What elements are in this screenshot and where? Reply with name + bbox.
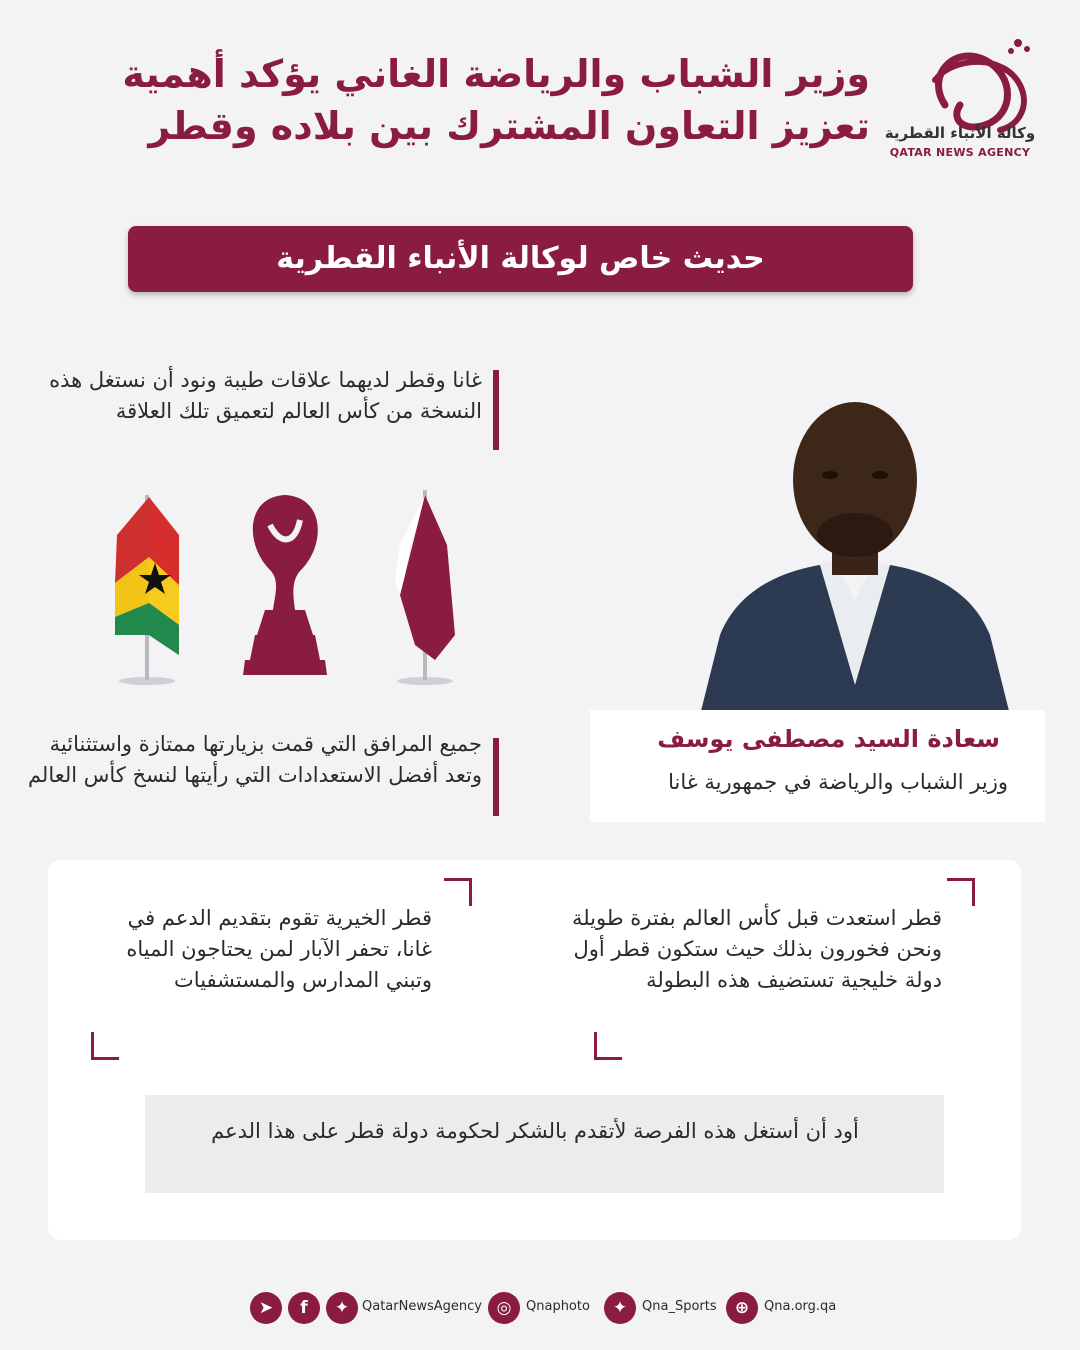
quote-bar bbox=[493, 738, 499, 816]
quote-bar bbox=[493, 370, 499, 450]
instagram-icon[interactable]: ◎ bbox=[488, 1292, 520, 1324]
twitter-icon[interactable]: ✦ bbox=[604, 1292, 636, 1324]
headline-line-2: تعزيز التعاون المشترك بين بلاده وقطر bbox=[148, 104, 870, 148]
logo-arabic-text: وكالة الأنباء القطرية bbox=[884, 124, 1036, 142]
quote-preparation: قطر استعدت قبل كأس العالم بفترة طويلة ونحن فخورون بذلك حيث ستكون قطر أول دولة خليجية تستضيف هذه البطولة bbox=[571, 906, 942, 992]
corner-bracket bbox=[594, 1032, 622, 1060]
qna-handle-link[interactable]: QatarNewsAgency bbox=[362, 1299, 482, 1314]
photo-handle-link[interactable]: Qnaphoto bbox=[526, 1299, 590, 1314]
quote-facilities: جميع المرافق التي قمت بزيارتها ممتازة واستثنائية وتعد أفضل الاستعدادات التي رأيتها لنسخ كأس العالم bbox=[27, 732, 482, 787]
interview-banner: حديث خاص لوكالة الأنباء القطرية bbox=[128, 226, 913, 292]
minister-name: سعادة السيد مصطفى يوسف bbox=[657, 725, 1000, 753]
minister-portrait bbox=[700, 385, 1010, 715]
quote-qatar-charity: قطر الخيرية تقوم بتقديم الدعم في غانا، تحفر الآبار لمن يحتاجون المياه وتبني المدارس والمستشفيات bbox=[126, 906, 432, 992]
quote-relations: غانا وقطر لديهما علاقات طيبة ونود أن نستغل هذه النسخة من كأس العالم لتعميق تلك العلاقة bbox=[49, 368, 482, 423]
minister-title: وزير الشباب والرياضة في جمهورية غانا bbox=[668, 770, 1008, 794]
facebook-icon[interactable]: f bbox=[288, 1292, 320, 1324]
corner-bracket bbox=[444, 878, 472, 906]
flags-trophy-illustration bbox=[95, 485, 475, 690]
twitter-icon[interactable]: ✦ bbox=[326, 1292, 358, 1324]
website-link[interactable]: Qna.org.qa bbox=[764, 1299, 837, 1314]
headline bbox=[110, 48, 870, 152]
corner-bracket bbox=[947, 878, 975, 906]
logo-english-text: QATAR NEWS AGENCY bbox=[889, 146, 1031, 159]
social-footer bbox=[250, 1290, 850, 1326]
qatar-flag-icon bbox=[395, 490, 455, 685]
corner-bracket bbox=[91, 1032, 119, 1060]
telegram-icon[interactable]: ➤ bbox=[250, 1292, 282, 1324]
headline-line-1: وزير الشباب والرياضة الغاني يؤكد أهمية bbox=[122, 52, 870, 96]
thanks-quote: أود أن أستغل هذه الفرصة لأتقدم بالشكر لحكومة دولة قطر على هذا الدعم bbox=[211, 1119, 859, 1143]
world-cup-trophy-icon bbox=[243, 495, 327, 675]
globe-icon[interactable]: ⊕ bbox=[726, 1292, 758, 1324]
ghana-flag-icon bbox=[115, 495, 179, 685]
sports-handle-link[interactable]: Qna_Sports bbox=[642, 1299, 717, 1314]
